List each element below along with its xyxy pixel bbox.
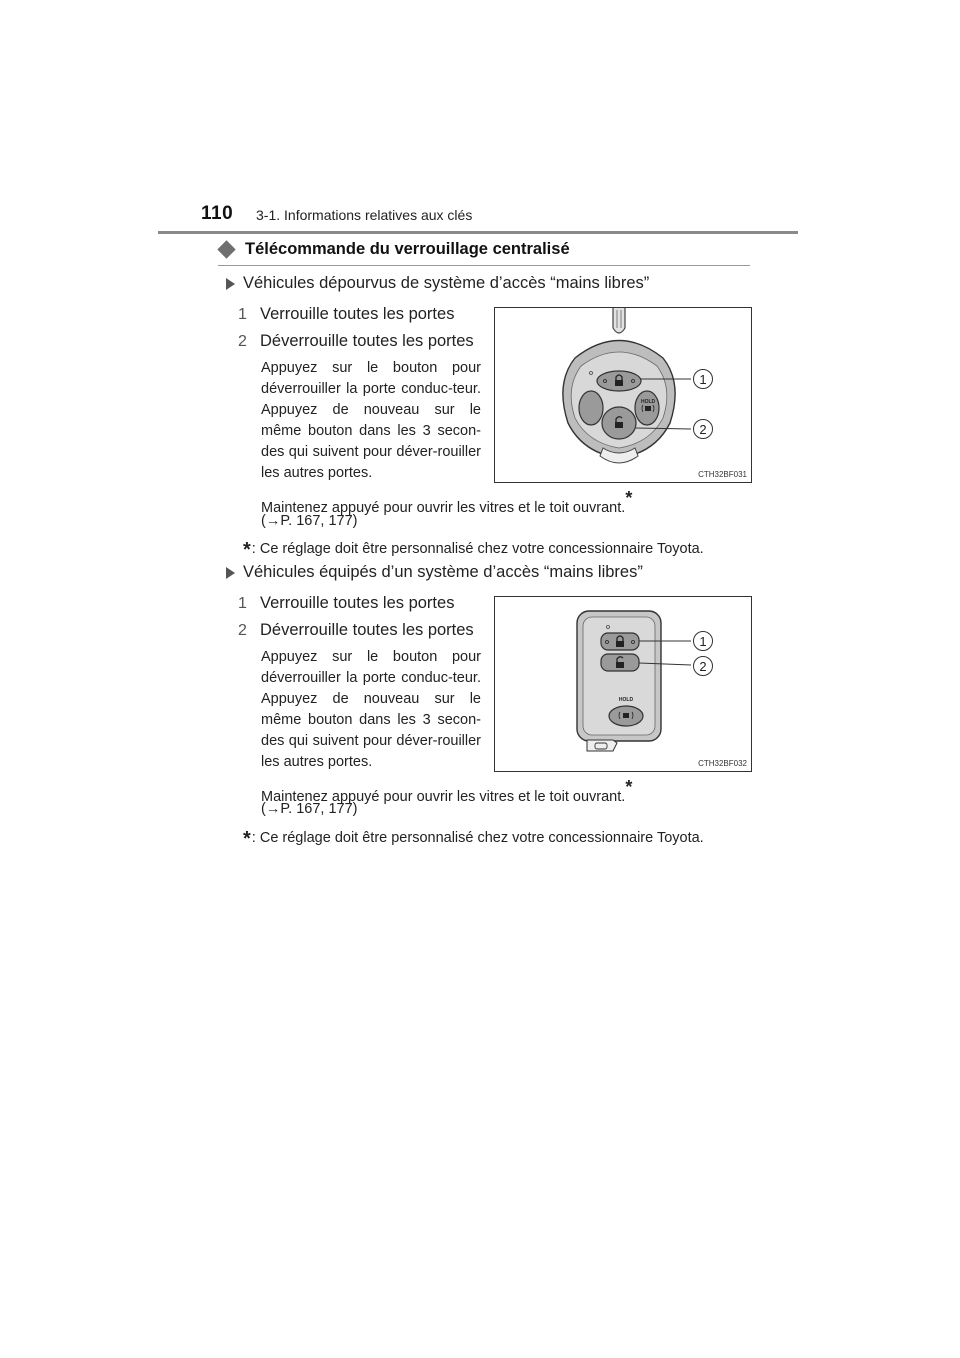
asterisk-mark: * [625, 488, 633, 508]
list-item [238, 305, 454, 324]
asterisk-mark: * [625, 777, 633, 797]
section-title-text: Télécommande du verrouillage centralisé [245, 240, 570, 258]
hold-label: HOLD [618, 697, 634, 703]
item-label: Déverrouille toutes les portes [260, 621, 474, 639]
smart-key-illustration [495, 597, 751, 771]
item-label: Déverrouille toutes les portes [260, 332, 474, 350]
hold-note [261, 490, 632, 516]
item-number: 2 [238, 332, 247, 350]
callout-1: 1 [699, 634, 707, 649]
section-heading [217, 240, 570, 259]
figure-code: CTH32BF031 [698, 470, 747, 479]
vehicle-type-text: Véhicules équipés d’un système d’accès “mains libres” [243, 563, 643, 581]
callout-2: 2 [699, 659, 707, 674]
item-number: 1 [238, 305, 247, 323]
vehicle-type-text: Véhicules dépourvus de système d’accès “mains libres” [243, 274, 650, 292]
hold-note-text: Maintenez appuyé pour ouvrir les vitres et le toit ouvrant. [261, 788, 626, 805]
footnote-asterisk: * [243, 539, 251, 561]
description-paragraph: Appuyez sur le bouton pour déverrouiller la porte conduc-teur. Appuyez de nouveau sur le même bouton dans les 3 secon-des qui suivent pour déver-rouiller les autres portes. [261, 360, 481, 481]
callout-2: 2 [699, 422, 707, 437]
footnote [243, 536, 704, 559]
description-paragraph: Appuyez sur le bouton pour déverrouiller la porte conduc-teur. Appuyez de nouveau sur le même bouton dans les 3 secon-des qui suivent pour déver-rouiller les autres portes. [261, 649, 481, 770]
hold-label: HOLD [641, 399, 656, 405]
figure-code: CTH32BF032 [698, 759, 747, 768]
smart-key-figure [494, 596, 752, 772]
remote-key-figure [494, 307, 752, 483]
list-item [238, 332, 474, 351]
triangle-bullet-icon [226, 278, 235, 290]
footnote-text: : Ce réglage doit être personnalisé chez votre concessionnaire Toyota. [251, 830, 704, 846]
page-reference: (→P. 167, 177) [261, 801, 358, 817]
item-label: Verrouille toutes les portes [260, 305, 455, 323]
callout-1: 1 [699, 372, 707, 387]
chapter-title: 3-1. Informations relatives aux clés [256, 207, 473, 223]
footnote [243, 825, 704, 848]
wireless-remote-illustration [495, 308, 751, 482]
page-number: 110 [201, 203, 234, 224]
footnote-asterisk: * [243, 828, 251, 850]
section-divider [218, 265, 750, 266]
page-header [0, 0, 960, 240]
list-item [238, 594, 454, 613]
vehicle-type-heading [226, 563, 643, 582]
page-reference: (→P. 167, 177) [261, 513, 358, 529]
item-number: 1 [238, 594, 247, 612]
diamond-bullet-icon [217, 240, 235, 258]
footnote-text: : Ce réglage doit être personnalisé chez votre concessionnaire Toyota. [251, 541, 704, 557]
hold-note-text: Maintenez appuyé pour ouvrir les vitres et le toit ouvrant. [261, 499, 626, 516]
list-item [238, 621, 474, 640]
vehicle-type-heading [226, 274, 649, 293]
header-divider [158, 231, 798, 234]
triangle-bullet-icon [226, 567, 235, 579]
item-number: 2 [238, 621, 247, 639]
item-label: Verrouille toutes les portes [260, 594, 455, 612]
